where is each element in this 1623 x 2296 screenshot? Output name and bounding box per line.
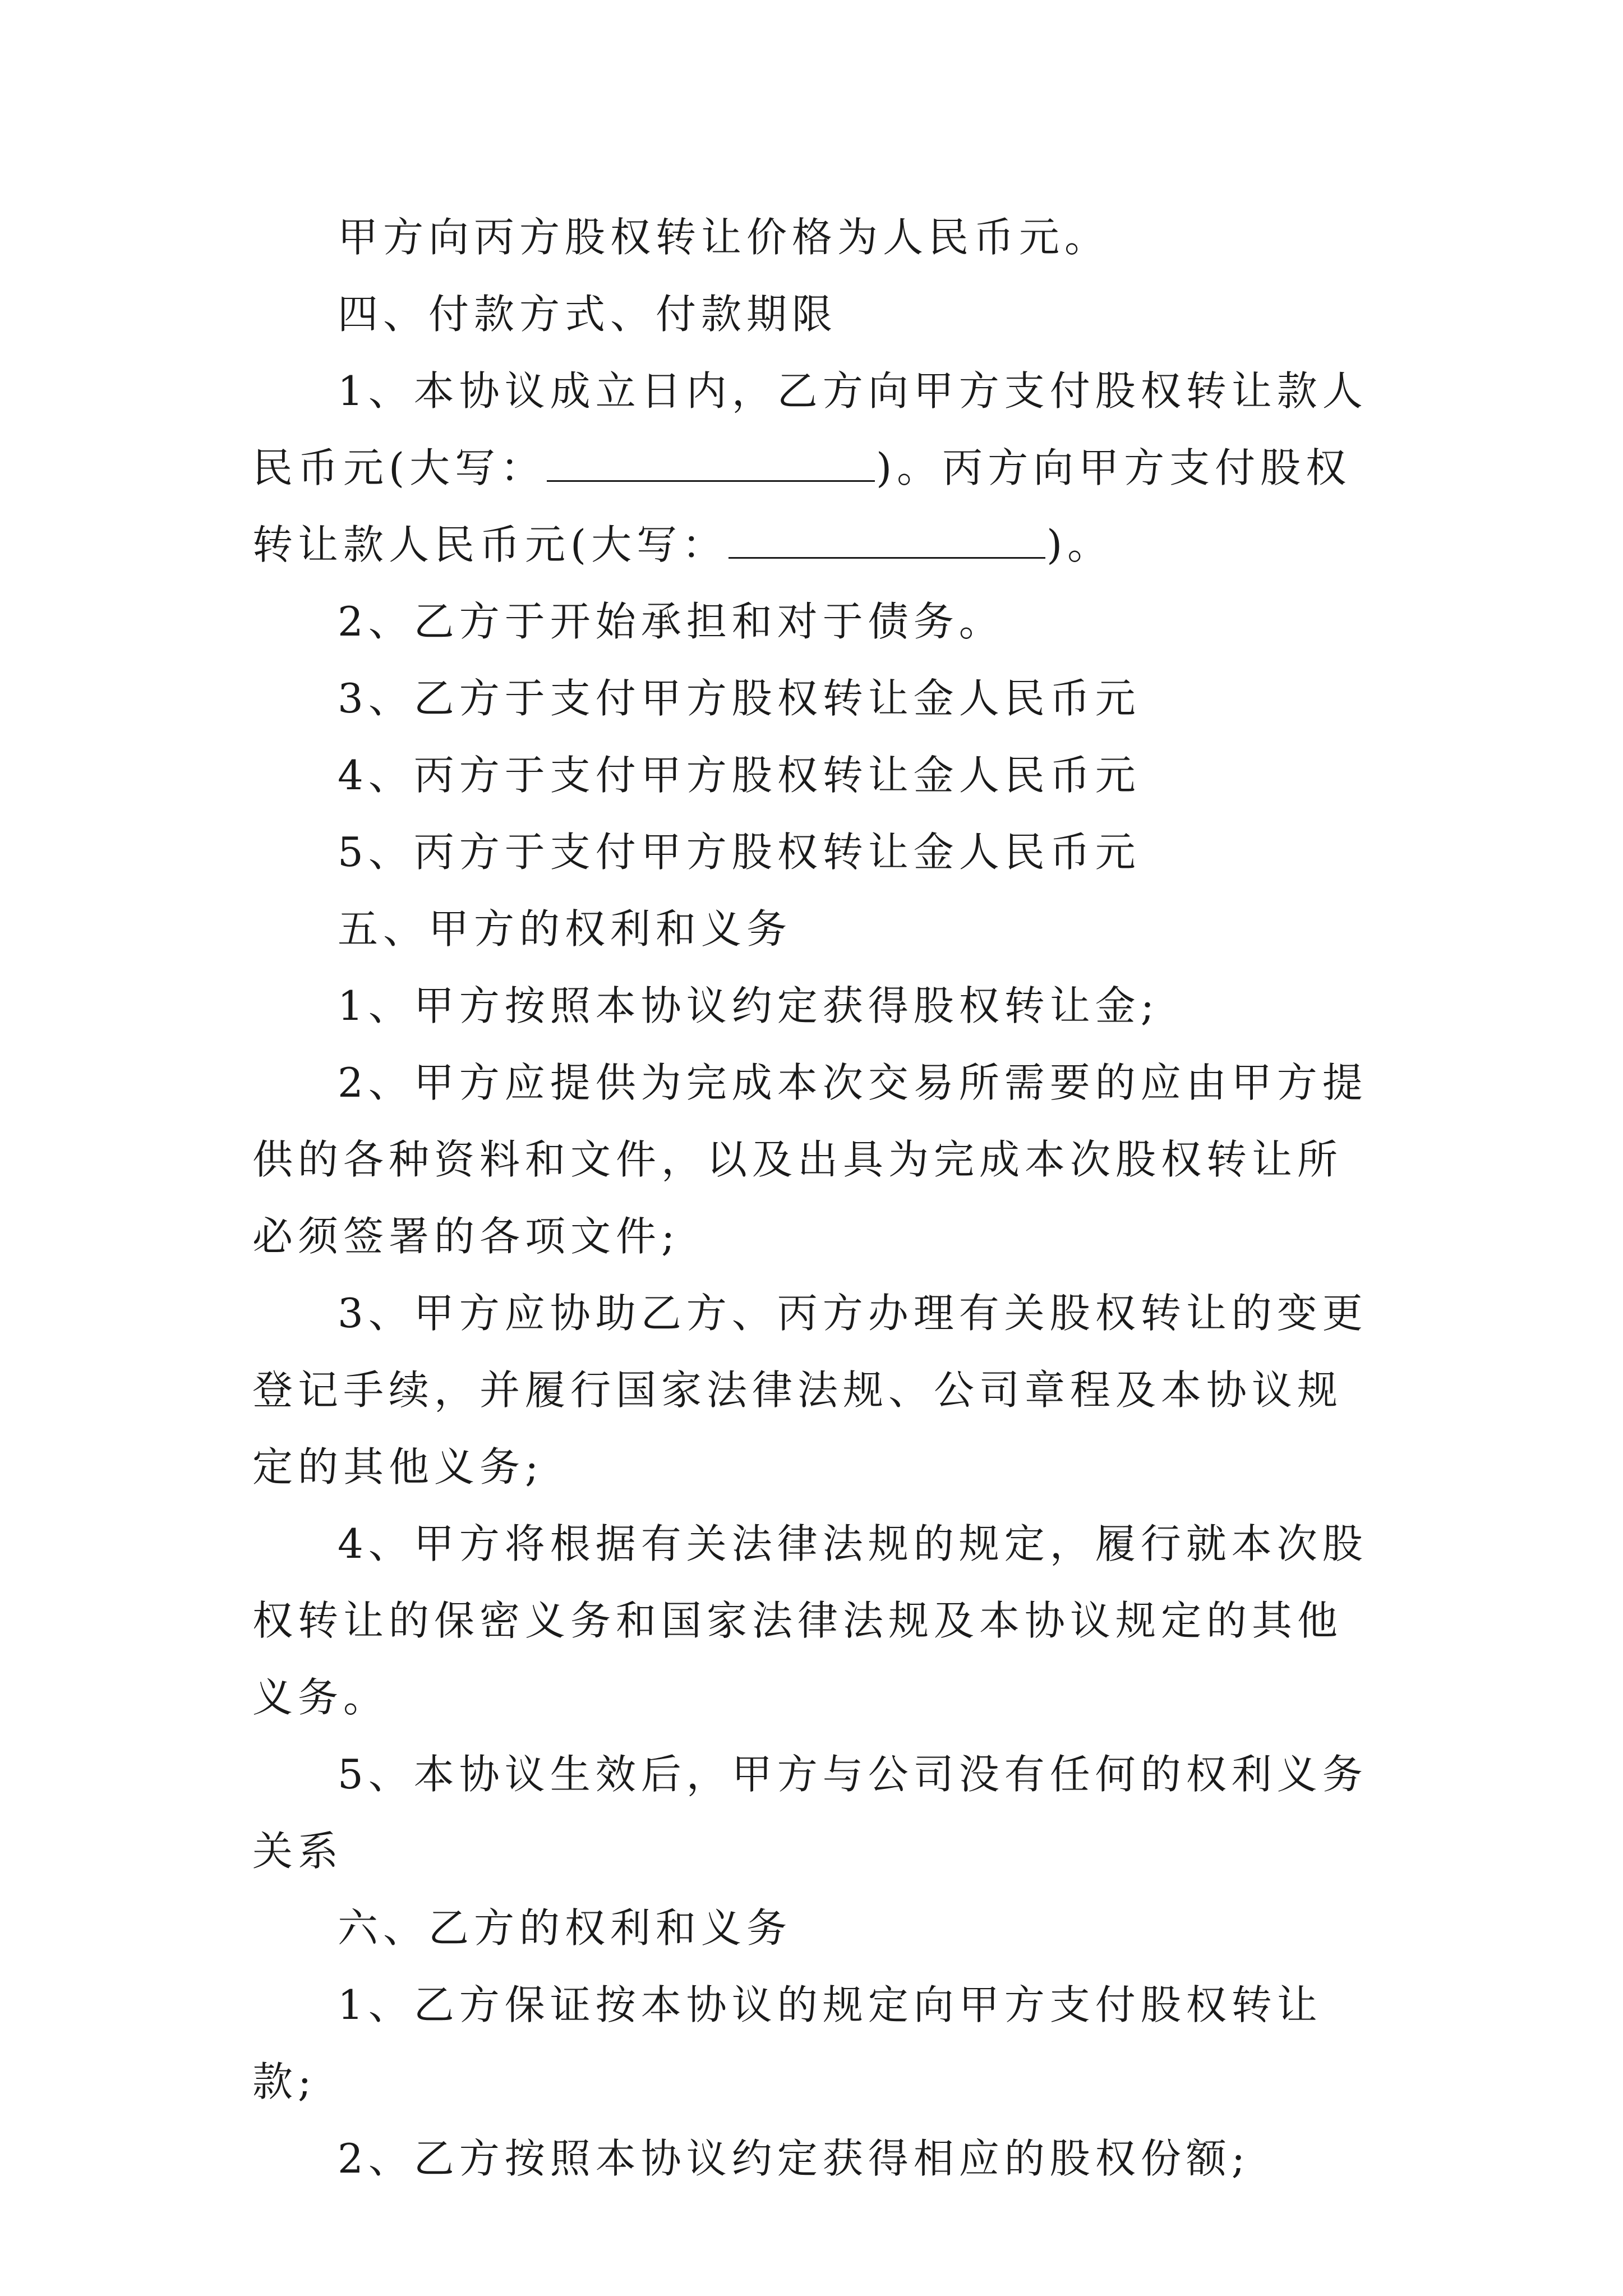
section-heading-party-a: 五、甲方的权利和义务 [338, 905, 792, 953]
paragraph-party-b-1: 1、乙方保证按本协议的规定向甲方支付股权转让款; [252, 1981, 1322, 2105]
paragraph-payment-1-part2: )。丙方向甲方支付股权转让款人民币元(大写： [252, 444, 1352, 568]
paragraph-party-a-3: 3、甲方应协助乙方、丙方办理有关股权转让的变更登记手续，并履行国家法律法规、公司章程及本协议规定的其他义务; [252, 1290, 1368, 1490]
paragraph-payment-1-part3: )。 [1046, 521, 1113, 568]
paragraph-party-a-4: 4、甲方将根据有关法律法规的规定，履行就本次股权转让的保密义务和国家法律法规及本协议规定的其他义务。 [252, 1520, 1368, 1721]
paragraph-party-b-2: 2、乙方按照本协议约定获得相应的股权份额; [338, 2135, 1251, 2182]
blank-line [728, 523, 1045, 559]
paragraph-payment-4: 4、丙方于支付甲方股权转让金人民币元 [338, 752, 1141, 799]
paragraph-party-a-2: 2、甲方应提供为完成本次交易所需要的应由甲方提供的各种资料和文件，以及出具为完成本次股权转让所必须签署的各项文件; [252, 1059, 1368, 1260]
section-heading-party-b: 六、乙方的权利和义务 [338, 1904, 792, 1952]
paragraph-party-a-1: 1、甲方按照本协议约定获得股权转让金; [338, 982, 1160, 1029]
paragraph-payment-5: 5、丙方于支付甲方股权转让金人民币元 [338, 829, 1141, 876]
document-body [252, 199, 1385, 2197]
paragraph-price: 甲方向丙方股权转让价格为人民币元。 [338, 214, 1110, 261]
paragraph-party-a-5: 5、本协议生效后，甲方与公司没有任何的权利义务关系 [252, 1751, 1368, 1875]
paragraph-payment-2: 2、乙方于开始承担和对于债务。 [338, 598, 1004, 645]
paragraph-payment-1 [252, 353, 1385, 583]
paragraph-payment-1-part1: 1、本协议成立日内，乙方向甲方支付股权转让款人民币元(大写： [252, 367, 1368, 491]
blank-line [547, 447, 875, 482]
section-heading-payment: 四、付款方式、付款期限 [338, 291, 838, 338]
paragraph-payment-3: 3、乙方于支付甲方股权转让金人民币元 [338, 675, 1141, 722]
